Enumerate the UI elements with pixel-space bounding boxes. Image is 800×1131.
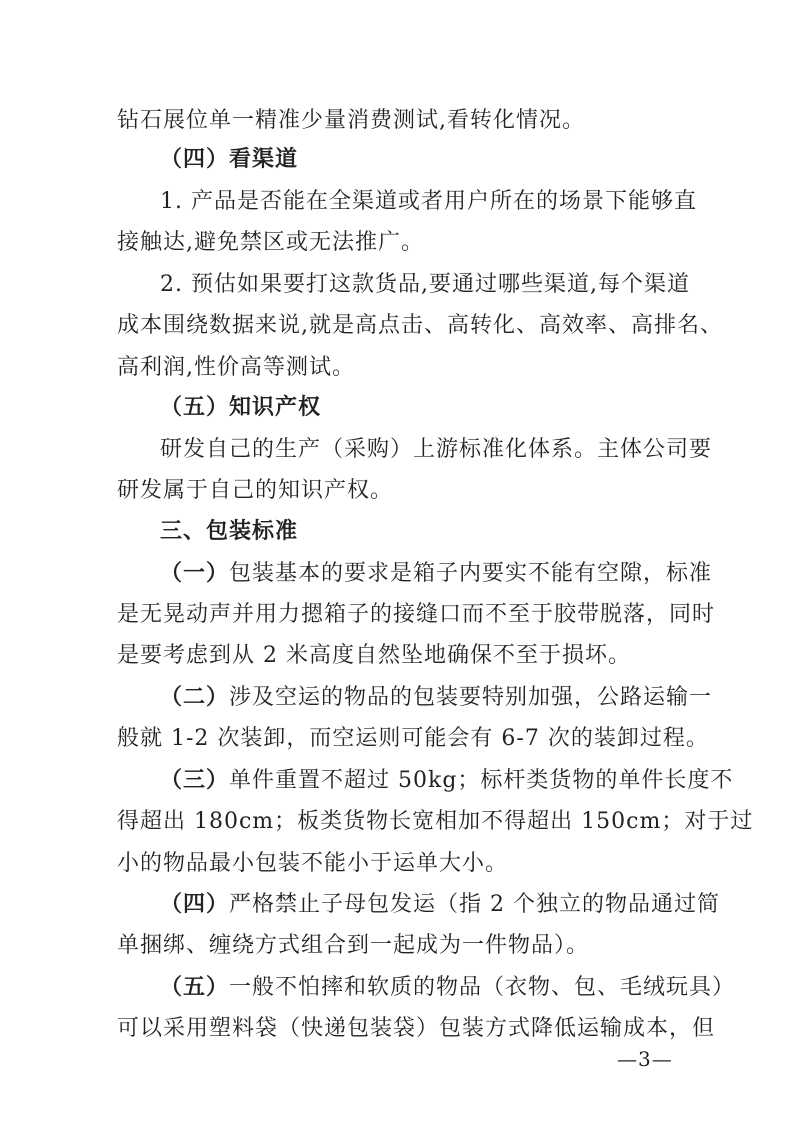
page-number: —3— xyxy=(617,1047,673,1071)
paragraph-line: 钻石展位单一精准少量消费测试,看转化情况。 xyxy=(117,108,585,133)
paragraph-line: 2. 预估如果要打这款货品,要通过哪些渠道,每个渠道 xyxy=(160,272,690,297)
item-label: （一） xyxy=(160,561,230,586)
paragraph-line: 1. 产品是否能在全渠道或者用户所在的场景下能够直 xyxy=(160,189,697,214)
item-text: 单件重置不超过 50kg；标杆类货物的单件长度不 xyxy=(229,768,734,793)
paragraph-line: 接触达,避免禁区或无法推广。 xyxy=(117,230,424,255)
paragraph-line: 小的物品最小包装不能小于运单大小。 xyxy=(117,851,509,876)
section-heading-ip: （五）知识产权 xyxy=(160,395,322,420)
paragraph-line: 研发自己的生产（采购）上游标准化体系。主体公司要 xyxy=(160,437,713,462)
item-text: 严格禁止子母包发运（指 2 个独立的物品通过简 xyxy=(229,892,721,917)
paragraph-line: 是要考虑到从 2 米高度自然坠地确保不至于损坏。 xyxy=(117,643,631,668)
item-text: 涉及空运的物品的包装要特别加强，公路运输一 xyxy=(229,685,713,710)
paragraph-line: 般就 1-2 次装卸，而空运则可能会有 6-7 次的装卸过程。 xyxy=(117,726,709,751)
item-label: （五） xyxy=(160,975,230,1000)
section-heading-packaging: 三、包装标准 xyxy=(160,519,299,544)
item-label: （三） xyxy=(160,768,230,793)
paragraph-line: 单捆绑、缠绕方式组合到一起成为一件物品）。 xyxy=(117,933,590,958)
item-text: 包装基本的要求是箱子内要实不能有空隙，标准 xyxy=(229,561,713,586)
item-label: （二） xyxy=(160,685,230,710)
item-text: 一般不怕摔和软质的物品（衣物、包、毛绒玩具） xyxy=(229,975,736,1000)
paragraph-line: 是无晃动声并用力摁箱子的接缝口而不至于胶带脱落，同时 xyxy=(117,602,716,627)
paragraph-line: 高利润,性价高等测试。 xyxy=(117,355,355,380)
paragraph-line: 研发属于自己的知识产权。 xyxy=(117,478,394,503)
paragraph-line xyxy=(160,973,735,1003)
paragraph-line: 可以采用塑料袋（快递包装袋）包装方式降低运输成本，但 xyxy=(117,1016,716,1041)
paragraph-line: 得超出 180cm；板类货物长宽相加不得超出 150cm；对于过 xyxy=(117,809,754,834)
section-heading-channels: （四）看渠道 xyxy=(160,147,299,172)
paragraph-line xyxy=(160,890,720,920)
paragraph-line: 成本围绕数据来说,就是高点击、高转化、高效率、高排名、 xyxy=(117,313,723,338)
paragraph-line xyxy=(160,559,712,589)
paragraph-line xyxy=(160,683,712,713)
item-label: （四） xyxy=(160,892,230,917)
paragraph-line xyxy=(160,766,733,796)
